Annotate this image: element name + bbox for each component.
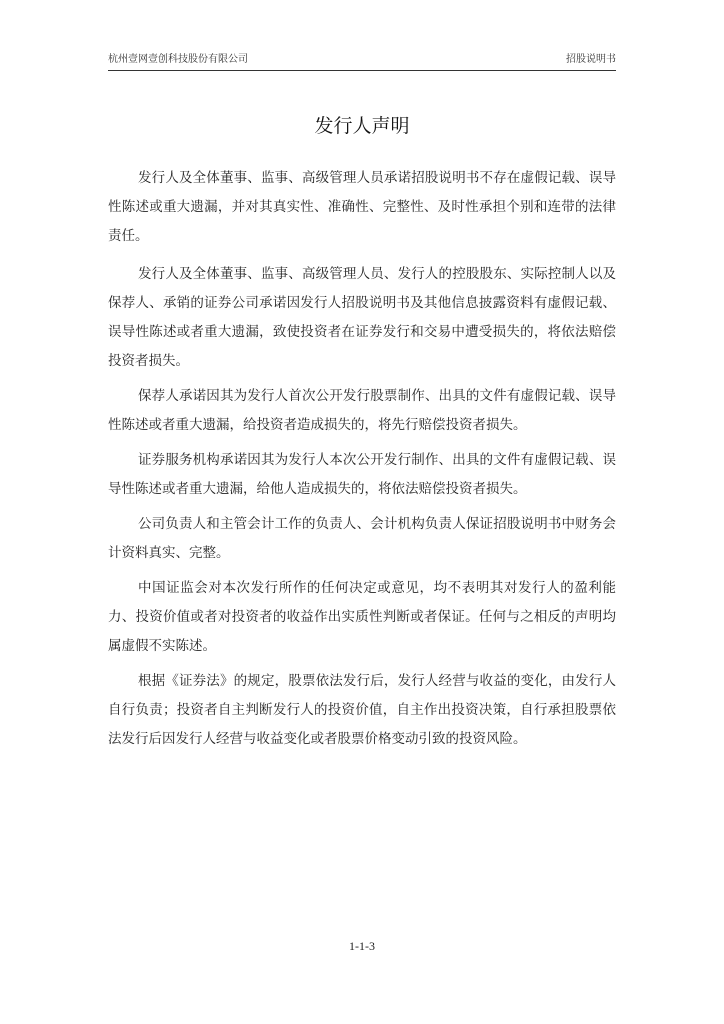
header-document-type: 招股说明书	[566, 54, 616, 65]
paragraph: 证券服务机构承诺因其为发行人本次公开发行制作、出具的文件有虚假记载、误导性陈述或者重大遗漏，给他人造成损失的，将依法赔偿投资者损失。	[108, 452, 616, 497]
page-title: 发行人声明	[314, 115, 410, 137]
header-divider	[108, 70, 616, 71]
paragraph: 中国证监会对本次发行所作的任何决定或意见，均不表明其对发行人的盈利能力、投资价值或者对投资者的收益作出实质性判断或者保证。任何与之相反的声明均属虚假不实陈述。	[108, 580, 616, 654]
paragraph: 发行人及全体董事、监事、高级管理人员、发行人的控股股东、实际控制人以及保荐人、承销的证券公司承诺因发行人招股说明书及其他信息披露资料有虚假记载、误导性陈述或者重大遗漏，致使投资者在证券发行和交易中遭受损失的，将依法赔偿投资者损失。	[108, 266, 616, 369]
declaration-body	[108, 164, 616, 760]
paragraph: 公司负责人和主管会计工作的负责人、会计机构负责人保证招股说明书中财务会计资料真实、完整。	[108, 516, 616, 561]
paragraph: 保荐人承诺因其为发行人首次公开发行股票制作、出具的文件有虚假记载、误导性陈述或者重大遗漏，给投资者造成损失的，将先行赔偿投资者损失。	[108, 388, 616, 433]
header-company-name: 杭州壹网壹创科技股份有限公司	[108, 54, 248, 65]
page-number: 1-1-3	[349, 939, 375, 953]
page-header	[108, 52, 616, 68]
paragraph: 发行人及全体董事、监事、高级管理人员承诺招股说明书不存在虚假记载、误导性陈述或重大遗漏，并对其真实性、准确性、完整性、及时性承担个别和连带的法律责任。	[108, 170, 616, 244]
paragraph: 根据《证券法》的规定，股票依法发行后，发行人经营与收益的变化，由发行人自行负责；投资者自主判断发行人的投资价值，自主作出投资决策，自行承担股票依法发行后因发行人经营与收益变化或者股票价格变动引致的投资风险。	[108, 673, 616, 747]
